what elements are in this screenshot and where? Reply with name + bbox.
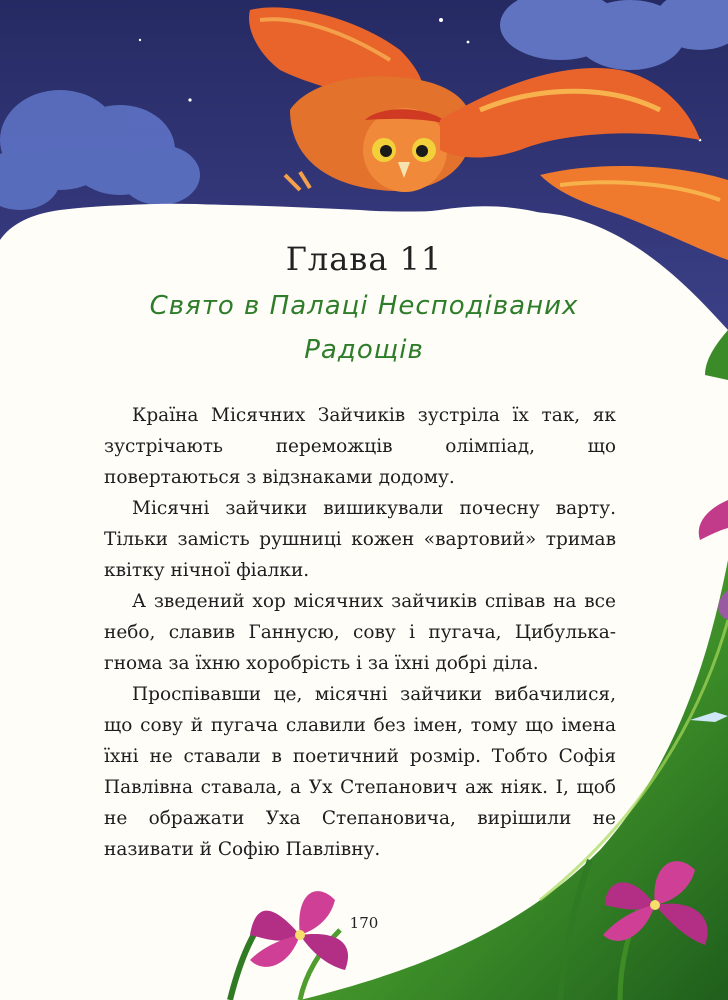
paragraph-3: А зведений хор місячних зайчиків співав на все небо, славив Ганнусю, сову і пугача, Цибулька-гнома за їхню хоробрість і за їхні добрі діла. [104, 591, 616, 674]
chapter-title [90, 284, 638, 372]
chapter-heading: Глава 11 [285, 240, 443, 278]
paragraph-4: Проспівавши це, місячні зайчики вибачилися, що сову й пугача славили без імен, тому що імена їхні не ставали в поетичний розмір. Тобто Софія Павлівна ставала, а Ух Степанович аж ніяк. І, щоб не ображати Уха Степановича, вирішили не називати й Софію Павлівну. [104, 684, 616, 860]
chapter-text [104, 400, 616, 865]
chapter-title-line-1: Свято в Палаці Несподіваних [149, 291, 579, 321]
chapter-title-line-2: Радощів [304, 335, 424, 365]
page-number: 170 [349, 914, 379, 932]
paragraph-1: Країна Місячних Зайчиків зустріла їх так, як зустрічають переможців олімпіад, що повертаються з відзнаками додому. [104, 405, 616, 488]
paragraph-2: Місячні зайчики вишикували почесну варту. Тільки замість рушниці кожен «вартовий» тримав квітку нічної фіалки. [104, 498, 616, 581]
